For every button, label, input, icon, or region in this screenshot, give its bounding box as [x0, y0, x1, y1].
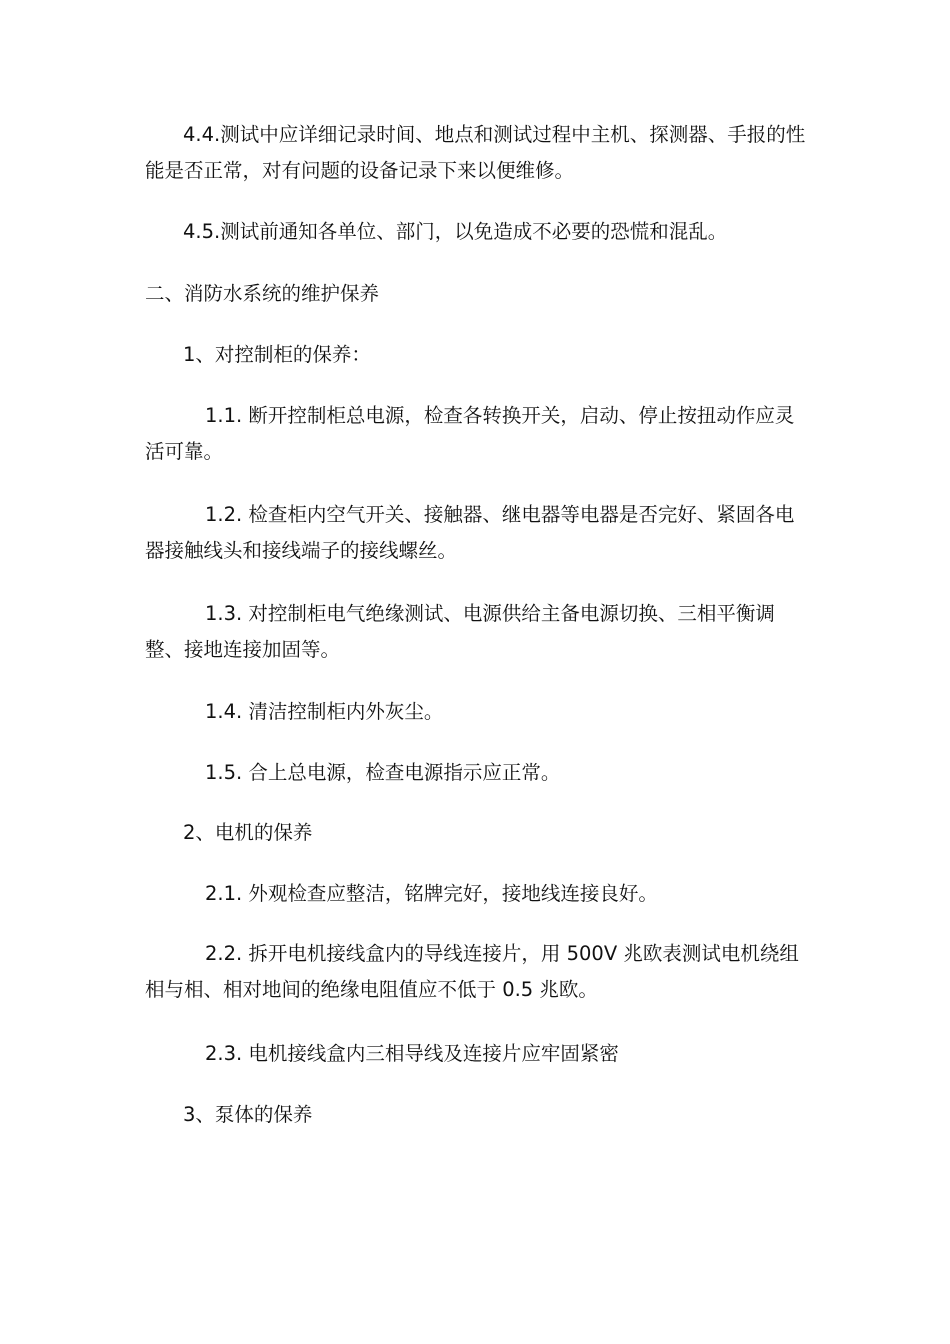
subheading-2: 2、电机的保养 [183, 821, 313, 844]
paragraph-1-1: 1.1. 断开控制柜总电源，检查各转换开关，启动、停止按扭动作应灵活可靠。 [145, 404, 795, 463]
paragraph-1-2: 1.2. 检查柜内空气开关、接触器、继电器等电器是否完好、紧固各电器接触线头和接线端子的接线螺丝。 [145, 503, 795, 562]
subheading-1: 1、对控制柜的保养： [183, 343, 371, 366]
paragraph-1-3: 1.3. 对控制柜电气绝缘测试、电源供给主备电源切换、三相平衡调整、接地连接加固等。 [145, 602, 775, 661]
paragraph-2-1: 2.1. 外观检查应整洁，铭牌完好，接地线连接良好。 [205, 882, 658, 905]
paragraph-2-3: 2.3. 电机接线盒内三相导线及连接片应牢固紧密 [205, 1042, 619, 1065]
paragraph-1-5: 1.5. 合上总电源，检查电源指示应正常。 [205, 761, 561, 784]
paragraph-4-4: 4.4.测试中应详细记录时间、地点和测试过程中主机、探测器、手报的性能是否正常，对有问题的设备记录下来以便维修。 [145, 123, 806, 182]
paragraph-4-5: 4.5.测试前通知各单位、部门，以免造成不必要的恐慌和混乱。 [183, 220, 728, 243]
section-heading-2: 二、消防水系统的维护保养 [145, 282, 380, 305]
paragraph-1-4: 1.4. 清洁控制柜内外灰尘。 [205, 700, 444, 723]
subheading-3: 3、泵体的保养 [183, 1103, 313, 1126]
paragraph-2-2: 2.2. 拆开电机接线盒内的导线连接片，用 500V 兆欧表测试电机绕组相与相、相对地间的绝缘电阻值应不低于 0.5 兆欧。 [145, 942, 799, 1001]
